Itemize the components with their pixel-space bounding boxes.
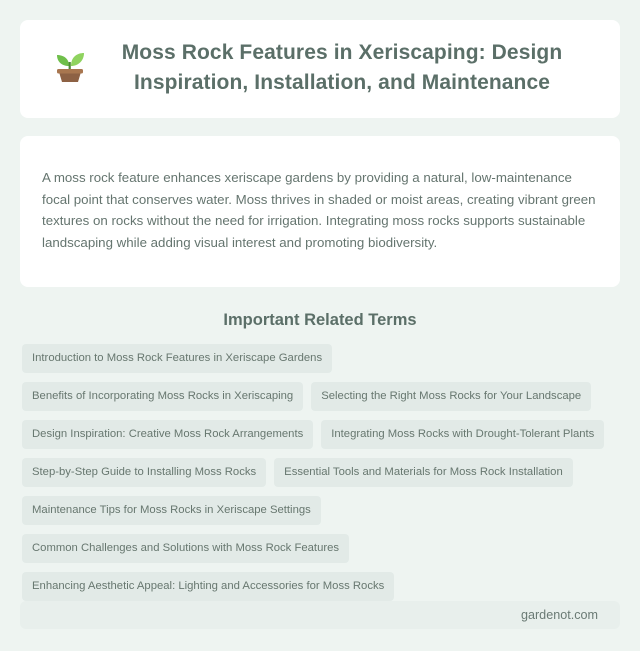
term-tag[interactable]: Benefits of Incorporating Moss Rocks in Xeriscaping — [22, 382, 303, 411]
term-tag[interactable]: Selecting the Right Moss Rocks for Your Landscape — [311, 382, 591, 411]
header-card — [20, 20, 620, 118]
term-tag[interactable]: Step-by-Step Guide to Installing Moss Rocks — [22, 458, 266, 487]
term-tag[interactable]: Integrating Moss Rocks with Drought-Tolerant Plants — [321, 420, 604, 449]
footer-bar — [20, 601, 620, 629]
term-tag[interactable]: Common Challenges and Solutions with Moss Rock Features — [22, 534, 349, 563]
summary-card — [20, 136, 620, 287]
term-tag[interactable]: Design Inspiration: Creative Moss Rock Arrangements — [22, 420, 313, 449]
term-tag[interactable]: Essential Tools and Materials for Moss Rock Installation — [274, 458, 573, 487]
page-title: Moss Rock Features in Xeriscaping: Design Inspiration, Installation, and Maintenance — [121, 41, 563, 94]
related-terms-list — [20, 344, 620, 601]
term-tag[interactable]: Maintenance Tips for Moss Rocks in Xeriscape Settings — [22, 496, 321, 525]
summary-text: A moss rock feature enhances xeriscape gardens by providing a natural, low-maintenance focal point that conserves water. Moss thrives in shaded or moist areas, creating vibrant green textures on rocks without the need for irrigation. Integrating moss rocks supports sustainable landscaping while adding visual interest and promoting biodiversity. — [42, 170, 596, 250]
seedling-icon — [53, 44, 87, 84]
term-tag[interactable]: Introduction to Moss Rock Features in Xeriscape Gardens — [22, 344, 332, 373]
related-terms-heading: Important Related Terms — [223, 310, 417, 329]
term-tag[interactable]: Enhancing Aesthetic Appeal: Lighting and Accessories for Moss Rocks — [22, 572, 394, 601]
site-name: gardenot.com — [520, 607, 598, 622]
